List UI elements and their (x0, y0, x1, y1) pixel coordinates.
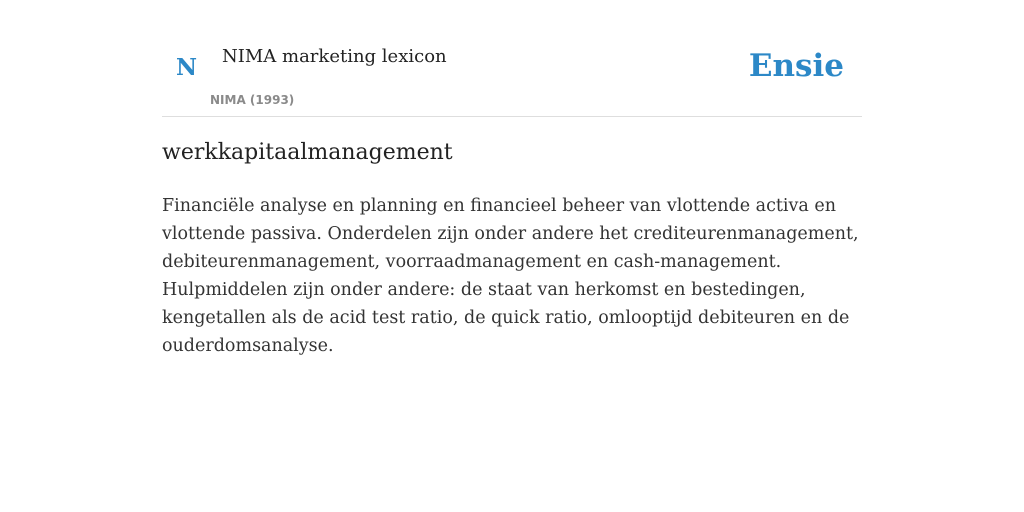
ensie-logo[interactable]: Ensie (748, 48, 844, 84)
entry-term: werkkapitaalmanagement (162, 140, 453, 165)
entry-definition: Financiële analyse en planning en financieel beheer van vlottende activa en vlottende passiva. Onderdelen zijn onder andere het crediteurenmanagement, debiteurenmanagement, voorraadmanagement en cash-management. Hulpmiddelen zijn onder andere: de staat van herkomst en bestedingen, kengetallen als de acid test ratio, de quick ratio, omlooptijd debiteuren en de ouderdomsanalyse. (162, 196, 859, 356)
source-logo-icon[interactable]: N (176, 54, 198, 81)
source-header (162, 0, 862, 117)
source-year-label: NIMA (1993) (210, 93, 295, 107)
source-title-link[interactable]: NIMA marketing lexicon (222, 46, 447, 67)
